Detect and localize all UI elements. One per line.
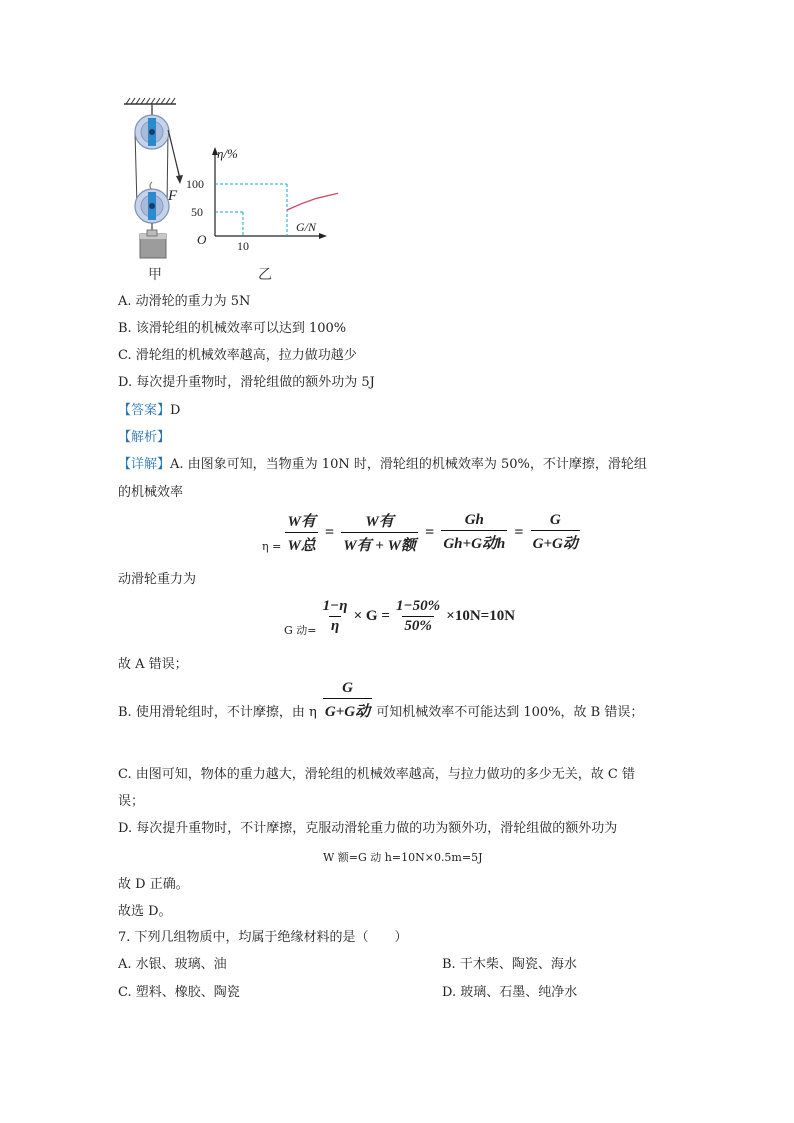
- tick-10: 10: [237, 239, 249, 253]
- option-c: C. 滑轮组的机械效率越高，拉力做功越少: [118, 348, 357, 363]
- physics-figure: [118, 96, 338, 285]
- efficiency-curve: [287, 190, 338, 210]
- ceiling: [124, 98, 176, 116]
- tick-50: 50: [191, 205, 203, 219]
- frac-1: $\frac{\text{W有}}{\text{W总}}$: [287, 514, 316, 554]
- y-axis-label: η/%: [217, 146, 238, 161]
- detail-line-1: 【详解】A. 由图象可知，当物重为 10N 时，滑轮组的机械效率为 50%，不计摩擦，滑轮组: [118, 457, 647, 472]
- detail-line-c1: C. 由图可知，物体的重力越大，滑轮组的机械效率越高，与拉力做功的多少无关，故 C 错: [118, 767, 635, 782]
- pulley-and-graph-svg: [118, 96, 338, 281]
- q7-option-b: B. 干木柴、陶瓷、海水: [442, 957, 577, 972]
- frac-3: $\frac{Gh}{\text{Gh+G动h}}$: [443, 512, 506, 552]
- x-axis-label: G/N: [296, 220, 317, 234]
- q7-option-c: C. 塑料、橡胶、陶瓷: [118, 985, 240, 1000]
- efficiency-formula: $_{\eta =}$ $\frac{\text{W有}}{\text{W总}}$ = $\frac{\text{W有}}{\text{W有 + W额}}$ = $\frac{Gh}{\text{Gh+G动h}}$ = $\frac{G}{\text{G+G动}}$: [262, 512, 578, 554]
- pulley-weight-formula: $_{G 动=}$ $\frac{1-\eta}{\eta}$ × G = $\frac{1-50\%}{50\%}$ ×10N=10N: [284, 598, 516, 637]
- frac-b: $\frac{G}{\text{G+G动}}$: [324, 680, 371, 720]
- efficiency-graph: [186, 146, 338, 253]
- q7-stem: 7. 下列几组物质中，均属于绝缘材料的是（ ）: [118, 930, 408, 945]
- frac-6: $\frac{1-50\%}{50\%}$: [396, 598, 441, 634]
- frac-4: $\frac{G}{\text{G+G动}}$: [532, 512, 578, 552]
- frac-2: $\frac{\text{W有}}{\text{W有 + W额}}$: [343, 514, 416, 554]
- detail-line-2: 的机械效率: [118, 485, 184, 500]
- detail-line-4: 故 A 错误；: [118, 657, 188, 672]
- detail-line-d2: W 额=G 动 h=10N×0.5m=5J: [323, 851, 483, 864]
- label-jia: 甲: [148, 267, 162, 281]
- force-arrow: [167, 130, 183, 204]
- guide-lines: [215, 184, 287, 236]
- option-b: B. 该滑轮组的机械效率可以达到 100%: [118, 321, 347, 336]
- movable-pulley: [135, 189, 169, 223]
- detail-bracket: 【详解】: [118, 457, 171, 472]
- detail-line-d4: 故选 D。: [118, 904, 172, 919]
- detail-line-b: B. 使用滑轮组时，不计摩擦，由 η $\frac{G}{\text{G+G动}}$ 可知机械效率不可能达到 100%，故 B 错误；: [118, 680, 644, 720]
- option-a: A. 动滑轮的重力为 5N: [118, 294, 251, 309]
- weight-block: [140, 230, 166, 258]
- q7-option-d: D. 玻璃、石墨、纯净水: [442, 985, 578, 1000]
- detail-line-d1: D. 每次提升重物时，不计摩擦，克服动滑轮重力做的功为额外功，滑轮组做的额外功为: [118, 821, 618, 836]
- answer-line: [118, 403, 180, 419]
- detail-line-d3: 故 D 正确。: [118, 877, 189, 892]
- frac-5: $\frac{1-\eta}{\eta}$: [322, 598, 348, 634]
- force-label: F: [168, 188, 178, 204]
- tick-100: 100: [186, 177, 204, 191]
- answer-bracket: 【答案】: [118, 403, 171, 418]
- origin-label: O: [197, 232, 207, 247]
- answer-value: D: [170, 403, 181, 418]
- fixed-pulley: [135, 115, 169, 149]
- label-yi: 乙: [258, 267, 272, 281]
- analysis-bracket: 【解析】: [118, 430, 171, 445]
- detail-line-c2: 误；: [118, 794, 145, 809]
- option-d: D. 每次提升重物时，滑轮组做的额外功为 5J: [118, 375, 375, 390]
- q7-option-a: A. 水银、玻璃、油: [118, 957, 227, 972]
- detail-line-3: 动滑轮重力为: [118, 572, 197, 587]
